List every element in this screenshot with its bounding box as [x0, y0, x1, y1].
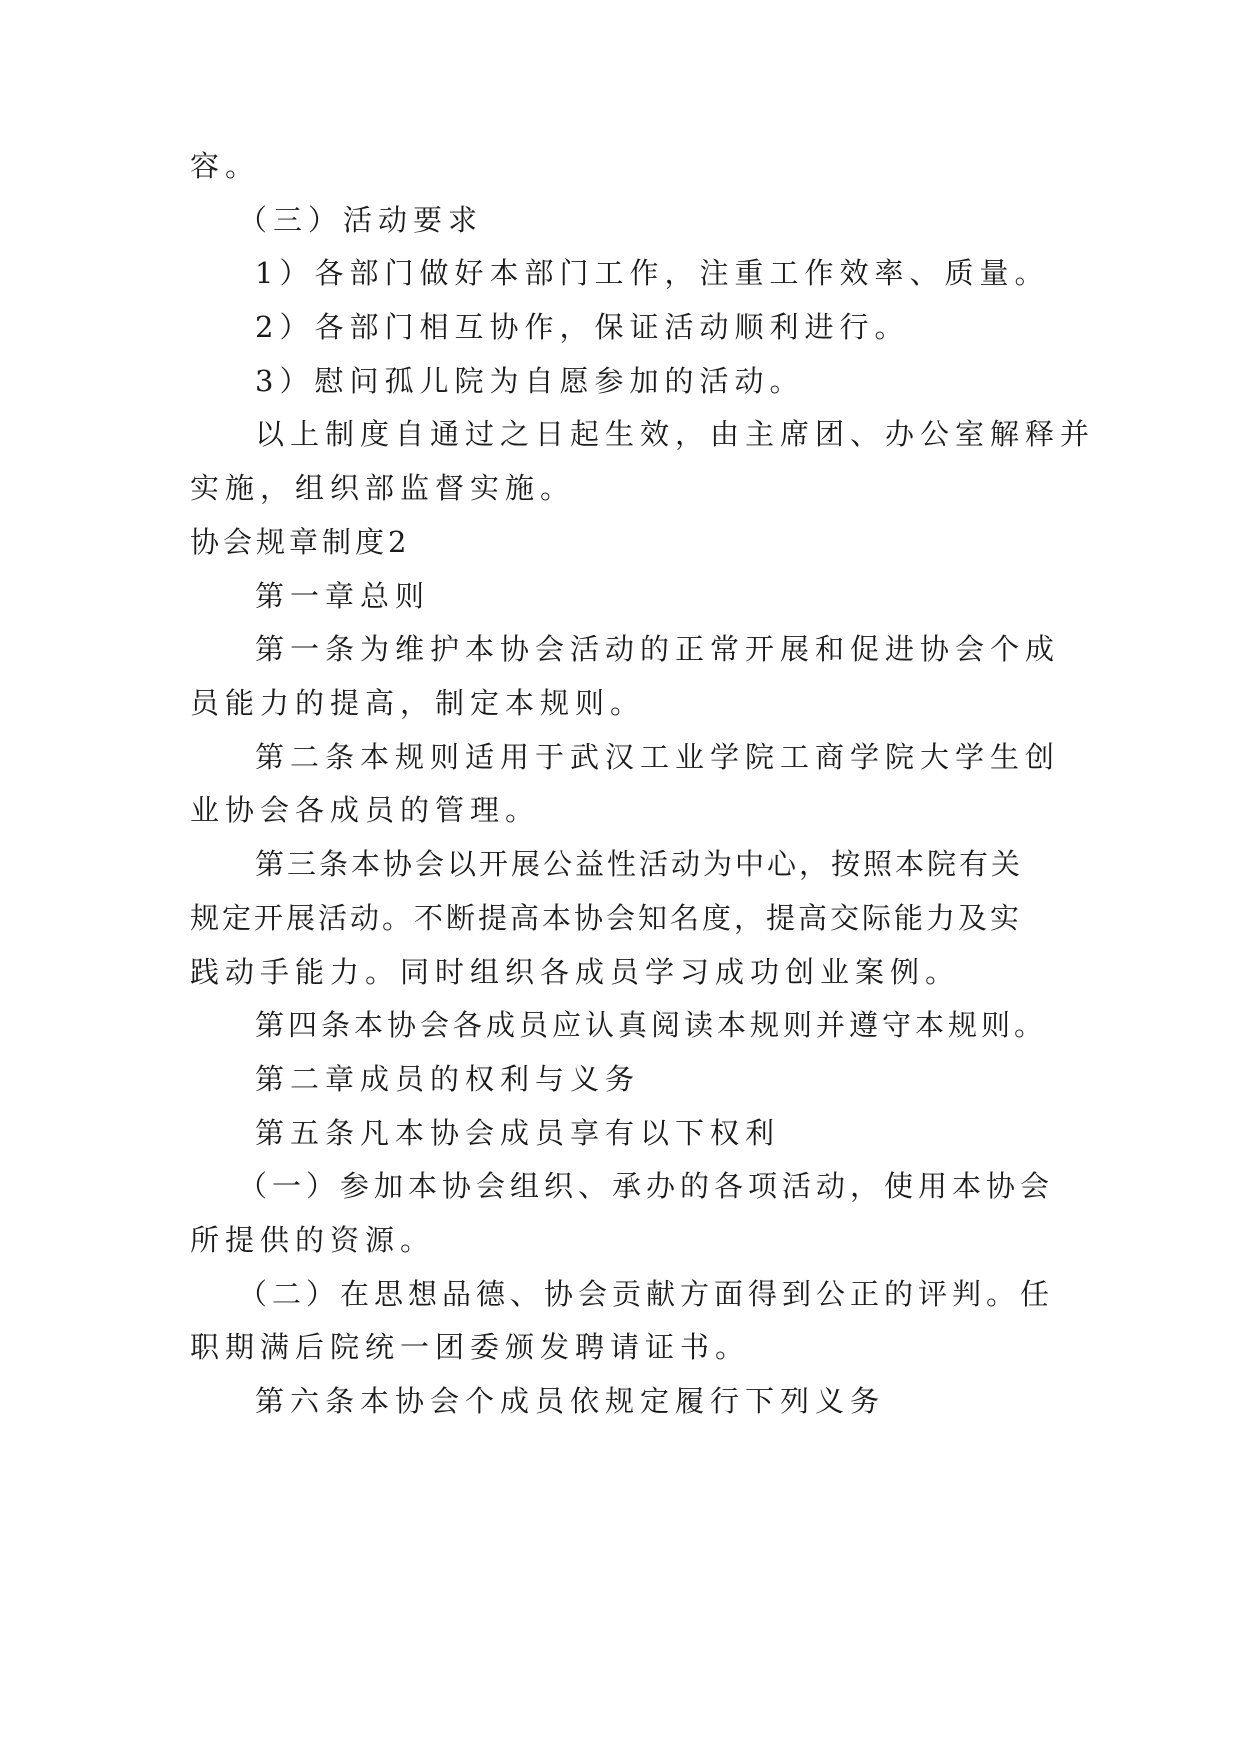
paragraph-line: 规定开展活动。不断提高本协会知名度，提高交际能力及实 [190, 901, 1023, 935]
paragraph-line: 实施，组织部监督实施。 [190, 471, 576, 505]
paragraph-line: 1）各部门做好本部门工作，注重工作效率、质量。 [255, 256, 1050, 290]
paragraph-line: 员能力的提高，制定本规则。 [190, 686, 646, 720]
paragraph-line: 业协会各成员的管理。 [190, 793, 541, 827]
paragraph-line: 第四条本协会各成员应认真阅读本规则并遵守本规则。 [255, 1008, 1048, 1042]
paragraph-line: （三）活动要求 [238, 203, 484, 237]
paragraph-line: 第一条为维护本协会活动的正常开展和促进协会个成 [255, 632, 1061, 666]
paragraph-line: 容。 [190, 149, 261, 183]
paragraph-line: 践动手能力。同时组织各成员学习成功创业案例。 [190, 955, 961, 989]
paragraph-line: 第二条本规则适用于武汉工业学院工商学院大学生创 [255, 740, 1061, 774]
paragraph-line: 所提供的资源。 [190, 1223, 436, 1257]
paragraph-line: 第三条本协会以开展公益性活动为中心，按照本院有关 [255, 847, 1024, 881]
paragraph-line: （一）参加本协会组织、承办的各项活动，使用本协会 [238, 1169, 1055, 1203]
paragraph-line: （二）在思想品德、协会贡献方面得到公正的评判。任 [238, 1277, 1055, 1311]
paragraph-line: 3）慰问孤儿院为自愿参加的活动。 [255, 364, 805, 398]
paragraph-line: 第六条本协会个成员依规定履行下列义务 [255, 1384, 886, 1418]
paragraph-line: 以上制度自通过之日起生效，由主席团、办公室解释并 [255, 417, 1096, 451]
paragraph-line: 职期满后院统一团委颁发聘请证书。 [190, 1330, 751, 1364]
section-heading: 协会规章制度2 [190, 525, 411, 559]
chapter-heading: 第二章成员的权利与义务 [255, 1062, 641, 1096]
chapter-heading: 第一章总则 [255, 579, 431, 613]
paragraph-line: 2）各部门相互协作，保证活动顺利进行。 [255, 310, 910, 344]
paragraph-line: 第五条凡本协会成员享有以下权利 [255, 1116, 781, 1150]
